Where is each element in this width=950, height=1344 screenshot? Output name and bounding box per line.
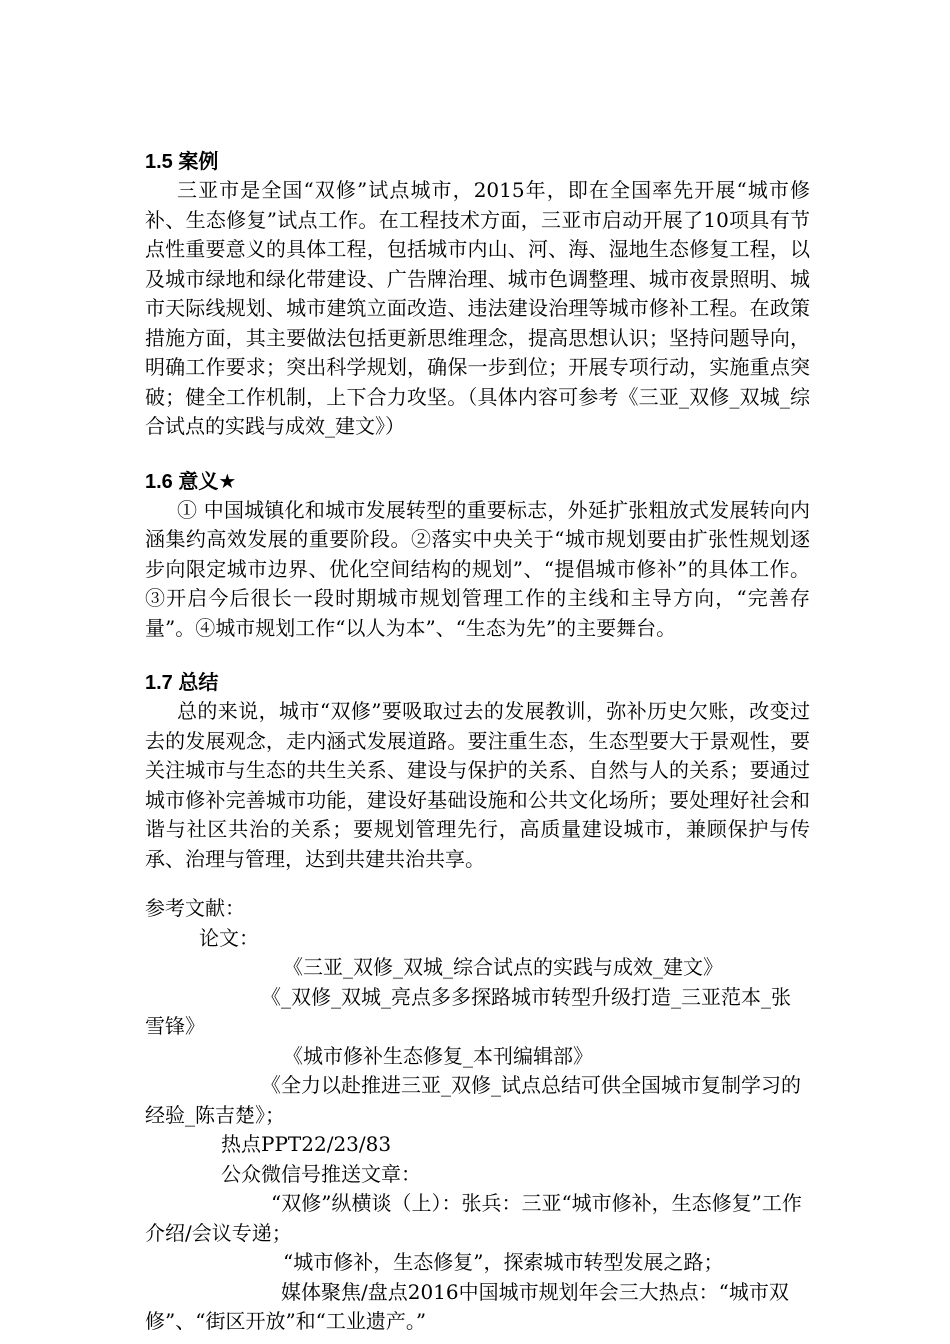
section-heading-case: 1.5 案例 [145, 151, 219, 173]
section-body-significance: ① 中国城镇化和城市发展转型的重要标志，外延扩张粗放式发展转向内涵集约高效发展的重要阶段。②落实中央关于“城市规划要由扩张性规划逐步向限定城市边界、优化空间结构的规划”、“提倡城市修补”的具体工作。③开启今后很长一段时期城市规划管理工作的主线和主导方向，“完善存量”。④城市规划工作“以人为本”、“生态为先”的主要舞台。 [145, 497, 810, 640]
reference-wechat-item: “双修”纵横谈（上）：张兵：三亚“城市修补，生态修复”工作介绍/会议专递； [145, 1191, 802, 1245]
reference-wechat-item: “城市修补，生态修复”，探索城市转型发展之路； [283, 1250, 724, 1274]
section-heading-significance: 1.6 意义★ [145, 470, 237, 493]
spacer [145, 643, 810, 669]
references-title: 参考文献： [145, 896, 245, 920]
section-body-case: 三亚市是全国“双修”试点城市，2015年，即在全国率先开展“城市修补、生态修复”试点工作。在工程技术方面，三亚市启动开展了10项具有节点性重要意义的具体工程，包括城市内山、河、海、湿地生态修复工程，以及城市绿地和绿化带建设、广告牌治理、城市色调整理、城市夜景照明、城市天际线规划、城市建筑立面改造、违法建设治理等城市修补工程。在政策措施方面，其主要做法包括更新思维理念，提高思想认识；坚持问题导向，明确工作要求；突出科学规划，确保一步到位；开展专项行动，实施重点突破；健全工作机制，上下合力攻坚。（具体内容可参考《三亚_双修_双城_综合试点的实践与成效_建文》） [145, 178, 810, 438]
reference-paper-item: 《全力以赴推进三亚_双修_试点总结可供全国城市复制学习的经验_陈吉楚》； [145, 1073, 801, 1127]
section-heading-summary: 1.7 总结 [145, 672, 219, 694]
references-block [145, 894, 810, 1337]
reference-paper-item: 《城市修补生态修复_本刊编辑部》 [283, 1043, 593, 1068]
section-body-summary: 总的来说，城市“双修”要吸取过去的发展教训，弥补历史欠账，改变过去的发展观念，走内涵式发展道路。要注重生态，生态型要大于景观性，要关注城市与生态的共生关系、建设与保护的关系、自然与人的关系；要通过城市修补完善城市功能，建设好基础设施和公共文化场所；要处理好社会和谐与社区共治的关系；要规划管理先行，高质量建设城市，兼顾保护与传承、治理与管理，达到共建共治共享。 [145, 699, 810, 871]
reference-paper-item: 《三亚_双修_双城_综合试点的实践与成效_建文》 [283, 955, 723, 979]
reference-paper-item: 《_双修_双城_亮点多多探路城市转型升级打造_三亚范本_张雪锋》 [145, 984, 791, 1038]
references-ppt: 热点PPT22/23/83 [221, 1132, 392, 1156]
references-papers-label: 论文： [199, 925, 259, 950]
document-content [145, 148, 810, 1337]
reference-wechat-item: 媒体聚焦/盘点2016中国城市规划年会三大热点：“城市双修”、“街区开放”和“工业遗产。” [145, 1279, 789, 1333]
spacer [145, 442, 810, 468]
references-wechat-label: 公众微信号推送文章： [221, 1161, 421, 1186]
